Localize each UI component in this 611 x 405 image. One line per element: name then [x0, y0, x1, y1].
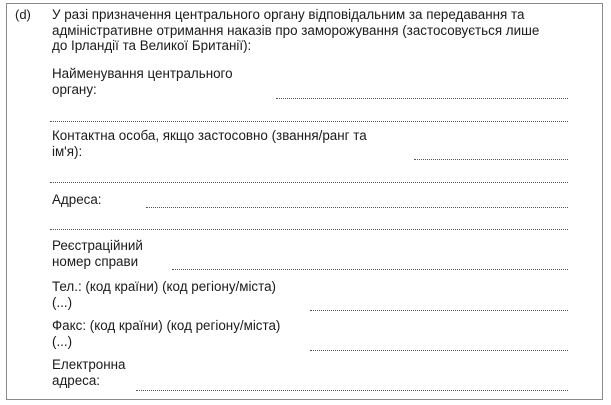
fax-field[interactable] — [310, 350, 568, 351]
fax-label: Факс: (код країни) (код регіону/міста) (...) — [52, 318, 281, 349]
address-field[interactable] — [146, 207, 568, 208]
section-letter: (d) — [15, 7, 31, 22]
contact-person-field-line-2[interactable] — [50, 182, 568, 183]
intro-line-2: адміністративне отримання наказів про заморожування (застосовується лише — [52, 22, 540, 38]
contact-person-field[interactable] — [414, 159, 568, 160]
central-authority-name-field-line-2[interactable] — [50, 121, 568, 122]
intro-line-3: до Ірландії та Великої Британії): — [52, 38, 252, 53]
intro-line-1: У разі призначення центрального органу відповідальним за передавання та — [52, 7, 525, 22]
email-field[interactable] — [136, 390, 568, 391]
address-label: Адреса: — [52, 192, 102, 207]
address-field-line-2[interactable] — [50, 229, 568, 230]
contact-person-label: Контактна особа, якщо застосовно (звання/ранг та ім'я): — [52, 128, 367, 159]
section-intro — [52, 7, 572, 54]
central-authority-name-field[interactable] — [276, 98, 568, 99]
phone-label: Тел.: (код країни) (код регіону/міста) (...) — [52, 279, 277, 310]
central-authority-name-label: Найменування центрального органу: — [52, 66, 233, 97]
email-label: Електронна адреса: — [52, 357, 126, 388]
registration-number-label: Реєстраційний номер справи — [52, 238, 143, 269]
phone-field[interactable] — [310, 310, 568, 311]
registration-number-field[interactable] — [172, 269, 568, 270]
